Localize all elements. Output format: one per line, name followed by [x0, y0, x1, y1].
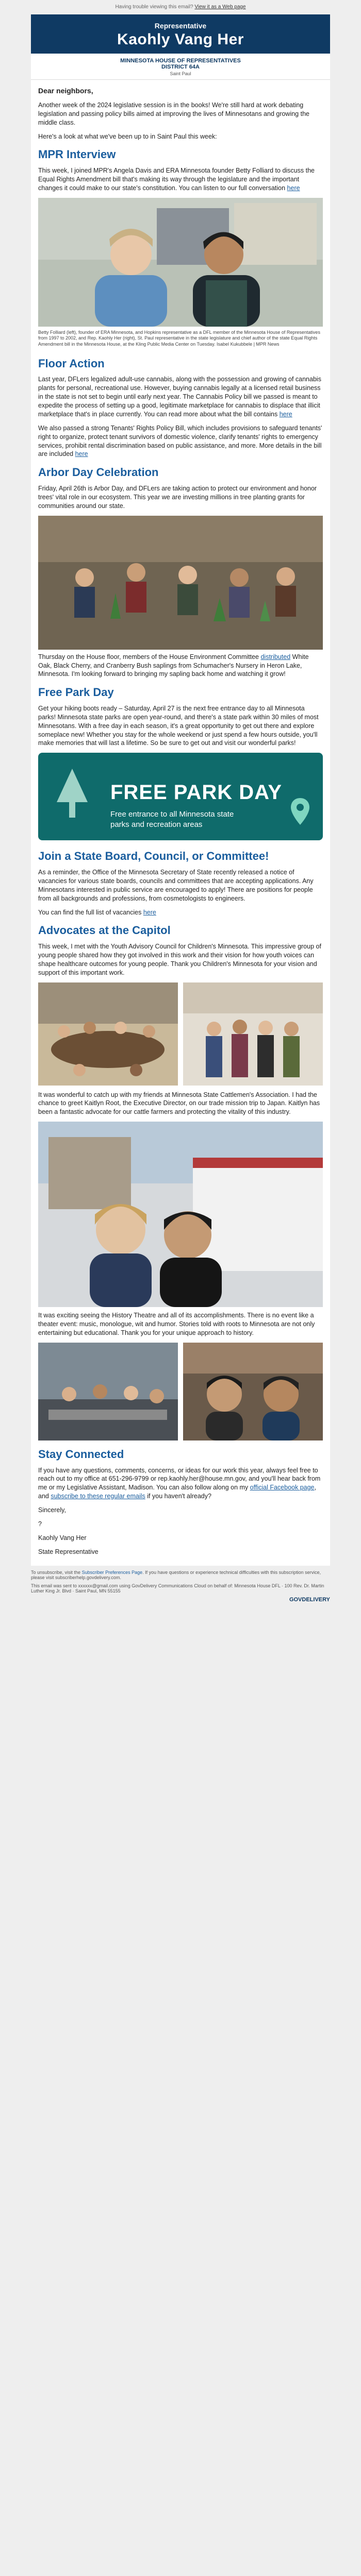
subheader — [31, 54, 330, 80]
youth-council-photo-2 — [183, 982, 323, 1086]
floor-paragraph-1 — [38, 375, 323, 418]
footer-text-post: . If you have questions or experience technical difficulties with this subscription service, please visit subscriberhelp.govdelivery.com. — [31, 1569, 321, 1580]
youth-council-photo-1 — [38, 982, 178, 1086]
arbor-heading: Arbor Day Celebration — [38, 466, 159, 479]
subheader-city: Saint Paul — [170, 71, 191, 76]
free-park-day-banner — [38, 753, 323, 840]
arbor-text-2-post: White Oak, Black Cherry, and Cranberry Bush saplings from Schumacher's Nursery in Heron Lake, Minnesota. I'm looking forward to bringing my sapling back home and watching it grow! — [38, 653, 309, 678]
park-heading: Free Park Day — [38, 686, 114, 699]
arbor-paragraph-2 — [38, 653, 323, 679]
floor-heading: Floor Action — [38, 357, 105, 370]
banner-title: FREE PARK DAY — [110, 781, 283, 804]
advocates-paragraph-3: It was exciting seeing the History Theatre and all of its accomplishments. There is no event like a theater event: music, monologue, wit and humor. Stories told with roots to Minnesota are not only entertaining but educational. Thank you for your unique approach to history. — [38, 1312, 315, 1336]
history-photo-row — [38, 1343, 323, 1440]
subscriber-preferences-link[interactable]: Subscriber Preferences Page — [81, 1569, 143, 1575]
stay-text-a: If you have any questions, comments, concerns, or ideas for our work this year, always feel free to reach out to my office at 651-296-9799 or rep.kaohly.her@house.mn.gov, and you'll hear back from me or my Legislative Assistant, Madison. You can also follow along on my — [38, 1466, 321, 1492]
subscribe-link[interactable]: subscribe to these regular emails — [51, 1493, 145, 1500]
board-paragraph-2 — [38, 908, 323, 917]
mpr-caption-credit: Isabel Kukubbele | MPR News — [217, 342, 280, 347]
mpr-photo — [38, 198, 323, 327]
sent-to-text: This email was sent to xxxxxx@gmail.com using GovDelivery Communications Cloud on behalf of: Minnesota House DFL · 100 Rev. Dr. Martin Luther King Jr. Blvd · Saint Paul, MN 55155 — [31, 1583, 324, 1594]
floor-text-1: Last year, DFLers legalized adult-use cannabis, along with the possession and growing of cannabis plants for personal, recreational use. However, buying cannabis legally at a licensed retail business in the state is not set to begin until early next year. The Cannabis Policy bill we passed is meant to expedite the process of setting up a good, legitimate marketplace for cannabis to displace that illicit marketplace that's in place currently. You can read more about what the bill contains — [38, 376, 321, 418]
arbor-distributed-link[interactable]: distributed — [260, 653, 291, 660]
location-pin-icon — [290, 797, 310, 826]
greeting: Dear neighbors, — [38, 87, 93, 95]
sincerely: Sincerely, — [38, 1506, 66, 1514]
floor-link-2[interactable]: here — [75, 450, 88, 458]
subheader-district: DISTRICT 64A — [161, 64, 200, 70]
board-heading: Join a State Board, Council, or Committee! — [38, 850, 269, 863]
stay-text-c: if you haven't already? — [147, 1493, 211, 1500]
stay-heading: Stay Connected — [38, 1447, 124, 1461]
stay-paragraph — [38, 1466, 323, 1501]
sign-off-mark: ? — [38, 1520, 42, 1528]
park-tree-icon — [52, 766, 93, 828]
advocates-heading: Advocates at the Capitol — [38, 924, 171, 937]
history-theatre-photo-2 — [183, 1343, 323, 1440]
header-role: Representative — [154, 22, 207, 30]
intro-paragraph-1: Another week of the 2024 legislative session is in the books! We're still hard at work debating legislation and passing policy bills aimed at improving the lives of Minnesotans and growing the middle class. — [38, 101, 309, 126]
unsubscribe-text — [31, 1570, 330, 1580]
header-banner — [31, 14, 330, 54]
arbor-text-2-pre: Thursday on the House floor, members of the House Environment Committee — [38, 653, 259, 660]
header-name: Kaohly Vang Her — [117, 31, 244, 48]
arbor-paragraph-1: Friday, April 26th is Arbor Day, and DFLers are taking action to protect our environment and honor trees' vital role in our ecosystem. This year we are investing millions in tree planting grants for communities around our state. — [38, 485, 317, 510]
history-theatre-photo-1 — [38, 1343, 178, 1440]
mpr-text: This week, I joined MPR's Angela Davis and ERA Minnesota founder Betty Folliard to discuss the Equal Rights Amendment bill that's making its way through the legislature and the important changes it could make to our state's constitution. You can listen to our full conversation — [38, 167, 315, 192]
preheader — [0, 0, 361, 14]
board-text-2: You can find the full list of vacancies — [38, 908, 142, 916]
advocates-photo-row — [38, 982, 323, 1086]
content — [31, 80, 330, 1566]
facebook-link[interactable]: official Facebook page — [250, 1484, 315, 1492]
park-paragraph: Get your hiking boots ready – Saturday, April 27 is the next free entrance day to all Minnesota parks! Minnesota state parks are open year-round, and there's a state park within 30 miles of most Minnesotans. With a free day in each season, it's a great opportunity to get out there and explore someplace new! Whether you stay for the whole weekend or just spend a few hours outside, you'll make memories that will last a lifetime. So be sure to get out and visit our wonderful parks! — [38, 704, 319, 747]
mpr-caption — [38, 330, 323, 348]
mpr-caption-text: Betty Folliard (left), founder of ERA Minnesota, and Hopkins representative as a DFL member of the Minnesota House of Representatives from 1997 to 2002, and Rep. Kaohly Her (right), St. Paul representative in the state legislature and chief author of the state Equal Rights Amendment bill in the Minnesota House, at the Kling Public Media Center on Tuesday. — [38, 329, 320, 347]
board-paragraph-1: As a reminder, the Office of the Minnesota Secretary of State recently released a notice of vacancies for various state boards, councils and committees that are accepting applications. Any Minnesotans interested in public service are encouraged to apply! There are positions for people from all backgrounds and professions, from cosmetologists to engineers. — [38, 869, 314, 902]
floor-link-1[interactable]: here — [279, 410, 292, 418]
subheader-house: MINNESOTA HOUSE OF REPRESENTATIVES — [120, 58, 241, 64]
mpr-heading: MPR Interview — [38, 148, 116, 161]
arbor-photo — [38, 516, 323, 650]
view-web-link[interactable]: View it as a Web page — [194, 4, 246, 10]
advocates-paragraph-2: It was wonderful to catch up with my friends at Minnesota State Cattlemen's Association. I had the chance to greet Kaitlyn Root, the Executive Director, on our trade mission trip to Japan. Kaitlyn has been a fantastic advocate for our cattle farmers and protecting the vitality of this industry. — [38, 1091, 320, 1116]
floor-text-2: We also passed a strong Tenants' Rights Policy Bill, which includes provisions to safeguard tenants' right to organize, protect tenant survivors of domestic violence, clarify tenants' rights to emergency services, prohibit rental discrimination based on public assistance, and more. More details in the bill are included — [38, 424, 322, 458]
signature-title: State Representative — [38, 1548, 99, 1555]
signature-name: Kaohly Vang Her — [38, 1534, 87, 1541]
banner-subtitle: Free entrance to all Minnesota state parks and recreation areas — [110, 810, 234, 829]
govdelivery-logo: GOVDELIVERY — [289, 1596, 330, 1603]
cattlemen-photo — [38, 1122, 323, 1307]
preheader-text: Having trouble viewing this email? — [115, 4, 193, 10]
vacancies-link[interactable]: here — [143, 908, 156, 916]
mpr-link[interactable]: here — [287, 184, 300, 192]
mpr-paragraph — [38, 166, 323, 193]
footer — [31, 1566, 330, 1607]
floor-paragraph-2 — [38, 424, 323, 459]
stay-text-b: , and — [38, 1484, 316, 1500]
email-body — [31, 14, 330, 1566]
intro-paragraph-2: Here's a look at what we've been up to in Saint Paul this week: — [38, 132, 217, 140]
advocates-paragraph-1: This week, I met with the Youth Advisory Council for Children's Minnesota. This impressive group of young people shared how they got involved in this work and their vision for how youth voices can shape healthcare outcomes for young people. Thank you Children's Minnesota for your vision and support of this important work. — [38, 943, 321, 976]
footer-text-pre: To unsubscribe, visit the — [31, 1569, 81, 1575]
